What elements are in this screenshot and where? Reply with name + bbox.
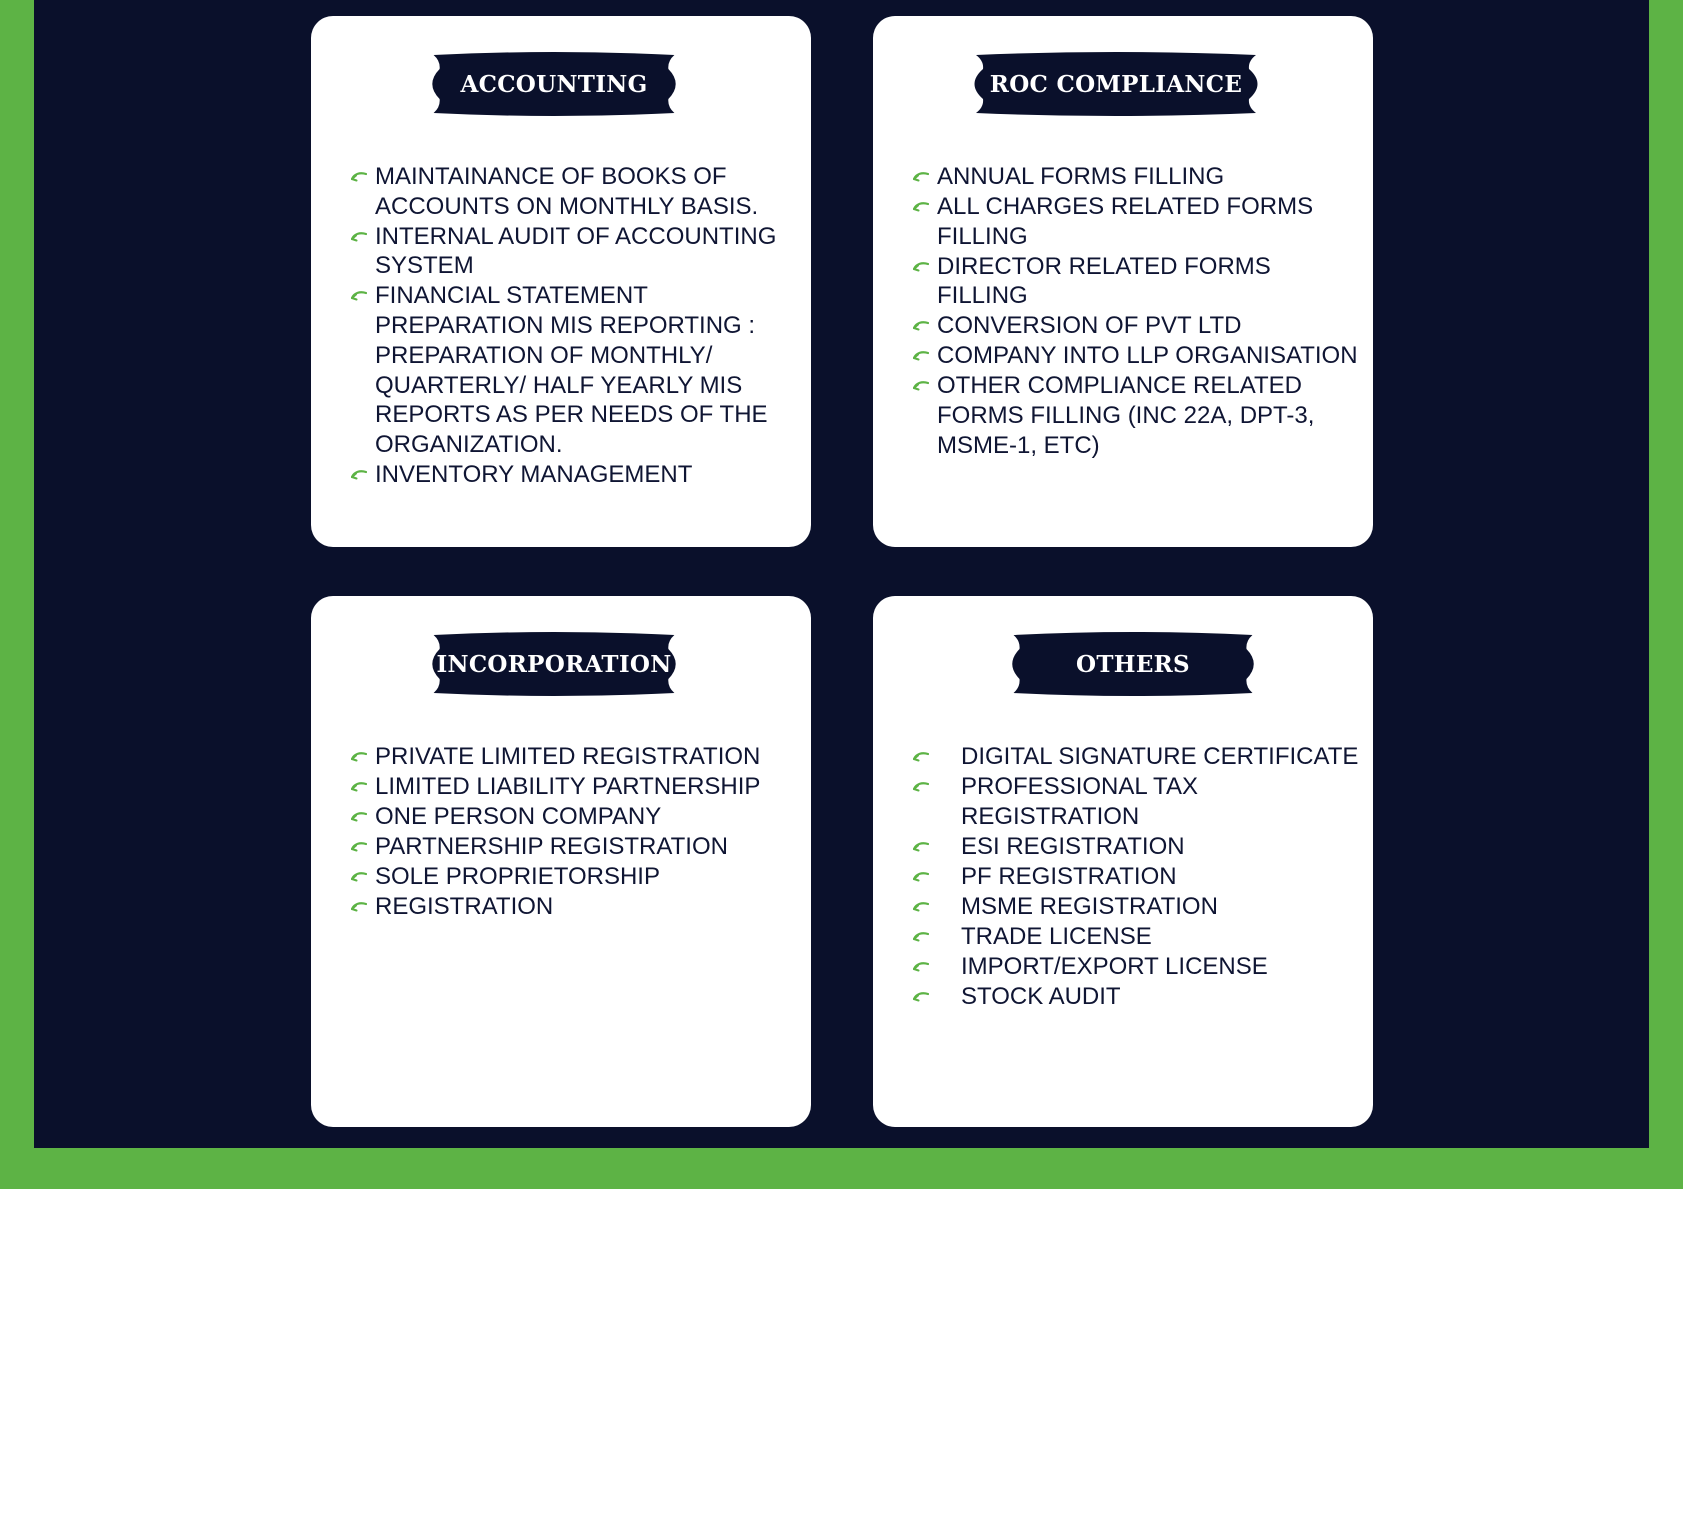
- service-item: [913, 341, 1363, 371]
- others-service-list: [913, 742, 1363, 1012]
- service-item-label: IMPORT/EXPORT LICENSE: [961, 952, 1268, 980]
- service-item: [351, 832, 801, 862]
- service-item-label: STOCK AUDIT: [961, 982, 1121, 1010]
- service-item-label: CONVERSION OF PVT LTD: [937, 312, 1242, 340]
- roc-compliance-service-list: [913, 162, 1363, 461]
- service-item-label: DIRECTOR RELATED FORMS FILLING: [937, 252, 1271, 310]
- service-item: [913, 311, 1363, 341]
- service-item-label: INTERNAL AUDIT OF ACCOUNTING SYSTEM: [375, 222, 777, 280]
- card-title: ROC COMPLIANCE: [989, 70, 1243, 98]
- green-arrow-bullet-icon: [913, 922, 931, 952]
- green-arrow-bullet-icon: [351, 862, 369, 892]
- card-title: ACCOUNTING: [460, 70, 648, 98]
- others-card: [873, 596, 1373, 1127]
- green-arrow-bullet-icon: [913, 192, 931, 222]
- green-arrow-bullet-icon: [913, 772, 931, 802]
- accounting-service-list: [351, 162, 801, 490]
- roc-compliance-title-banner: [966, 51, 1266, 117]
- service-item: [913, 922, 1363, 952]
- green-arrow-bullet-icon: [913, 742, 931, 772]
- service-item-label: PARTNERSHIP REGISTRATION: [375, 833, 728, 860]
- service-item: [351, 772, 801, 802]
- green-arrow-bullet-icon: [913, 162, 931, 192]
- service-item-label: OTHER COMPLIANCE RELATED FORMS FILLING (INC 22A, DPT-3, MSME-1, ETC): [937, 372, 1315, 459]
- green-arrow-bullet-icon: [913, 371, 931, 401]
- service-item-label: PROFESSIONAL TAX REGISTRATION: [961, 773, 1198, 830]
- service-item-label: LIMITED LIABILITY PARTNERSHIP: [375, 773, 761, 800]
- green-arrow-bullet-icon: [913, 952, 931, 982]
- service-item-label: TRADE LICENSE: [961, 922, 1152, 950]
- service-item: [913, 192, 1363, 252]
- service-item-label: MSME REGISTRATION: [961, 892, 1218, 920]
- service-item: [913, 742, 1363, 772]
- service-item-label: SOLE PROPRIETORSHIP: [375, 863, 660, 890]
- service-item-label: COMPANY INTO LLP ORGANISATION: [937, 342, 1358, 370]
- incorporation-service-list: [351, 742, 801, 922]
- others-title-banner: [1005, 631, 1261, 697]
- service-item-label: ESI REGISTRATION: [961, 832, 1185, 860]
- green-arrow-bullet-icon: [913, 311, 931, 341]
- green-arrow-bullet-icon: [913, 892, 931, 922]
- service-item-label: ALL CHARGES RELATED FORMS FILLING: [937, 193, 1314, 250]
- service-item-label: MAINTAINANCE OF BOOKS OF ACCOUNTS ON MONTHLY BASIS.: [375, 163, 759, 220]
- roc-compliance-card: [873, 16, 1373, 547]
- green-arrow-bullet-icon: [913, 862, 931, 892]
- green-arrow-bullet-icon: [913, 341, 931, 371]
- service-item: [351, 742, 801, 772]
- service-item: [351, 862, 801, 892]
- incorporation-title-banner: [425, 631, 683, 697]
- service-item: [913, 862, 1363, 892]
- green-arrow-bullet-icon: [351, 832, 369, 862]
- green-arrow-bullet-icon: [913, 832, 931, 862]
- service-item: [913, 832, 1363, 862]
- green-arrow-bullet-icon: [351, 802, 369, 832]
- service-item: [351, 162, 801, 222]
- service-item: [913, 772, 1363, 832]
- service-item: [913, 982, 1363, 1012]
- service-item-label: REGISTRATION: [375, 893, 554, 920]
- accounting-card: [311, 16, 811, 547]
- service-item: [913, 371, 1363, 460]
- incorporation-card: [311, 596, 811, 1127]
- green-arrow-bullet-icon: [351, 162, 369, 192]
- accounting-title-banner: [425, 51, 683, 117]
- services-panel: [34, 0, 1649, 1148]
- service-item: [913, 162, 1363, 192]
- service-item-label: ANNUAL FORMS FILLING: [937, 163, 1225, 190]
- service-item: [913, 892, 1363, 922]
- service-item-label: FINANCIAL STATEMENT PREPARATION MIS REPORTING : PREPARATION OF MONTHLY/ QUARTERLY/ HALF YEARLY MIS REPORTS AS PER NEEDS OF THE ORGANIZATION.: [375, 282, 768, 459]
- green-arrow-bullet-icon: [351, 742, 369, 772]
- card-title: OTHERS: [1076, 650, 1190, 678]
- green-arrow-bullet-icon: [913, 252, 931, 282]
- green-arrow-bullet-icon: [351, 460, 369, 490]
- green-arrow-bullet-icon: [351, 772, 369, 802]
- service-item: [351, 222, 801, 282]
- service-item-label: PF REGISTRATION: [961, 862, 1177, 890]
- service-item: [913, 252, 1363, 312]
- service-item-label: INVENTORY MANAGEMENT: [375, 460, 693, 488]
- service-item: [351, 892, 801, 922]
- service-item: [913, 952, 1363, 982]
- service-item-label: DIGITAL SIGNATURE CERTIFICATE: [961, 743, 1359, 770]
- green-arrow-bullet-icon: [351, 222, 369, 252]
- card-title: INCORPORATION: [436, 650, 672, 678]
- service-item: [351, 281, 801, 460]
- service-item: [351, 802, 801, 832]
- green-arrow-bullet-icon: [351, 281, 369, 311]
- service-item-label: ONE PERSON COMPANY: [375, 803, 662, 830]
- green-arrow-bullet-icon: [913, 982, 931, 1012]
- service-item-label: PRIVATE LIMITED REGISTRATION: [375, 743, 761, 770]
- green-arrow-bullet-icon: [351, 892, 369, 922]
- service-item: [351, 460, 801, 490]
